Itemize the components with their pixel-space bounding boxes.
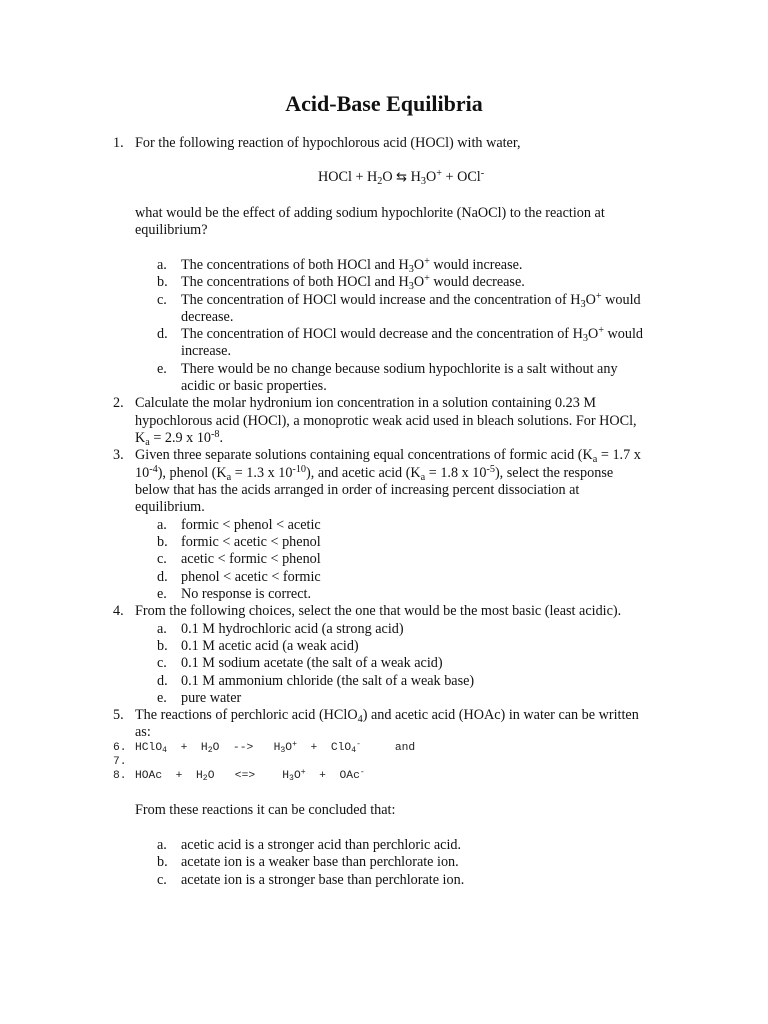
q4-option-letter: d.: [157, 673, 168, 689]
q1-equation: HOCl + $H_2O$ ⇆ $H_3O^+ + OCl^-$: [318, 168, 485, 187]
q2-line-2: hypochlorous acid (HOCl), a monoprotic weak acid used in bleach solutions. For HOCl,: [135, 413, 637, 429]
q2-line-1: Calculate the molar hydronium ion concentration in a solution containing 0.23 M: [135, 395, 596, 411]
q3-option: formic < acetic < phenol: [181, 534, 321, 550]
q4-option: 0.1 M sodium acetate (the salt of a weak acid): [181, 655, 443, 671]
q4-option: 0.1 M acetic acid (a weak acid): [181, 638, 359, 654]
q4-option: 0.1 M hydrochloric acid (a strong acid): [181, 621, 404, 637]
q1-option-d: The concentration of HOCl would decrease and the concentration of $H_3O^+$ would: [181, 325, 643, 344]
q2-line-3: $K_a = 2.9$ x $10^{-8}$.: [135, 429, 224, 448]
code-line-number-8: 8.: [113, 770, 127, 782]
question-2-number: 2.: [113, 395, 124, 411]
question-3-number: 3.: [113, 447, 124, 463]
q1-option-e-letter: e.: [157, 361, 167, 377]
q4-option-letter: c.: [157, 655, 167, 671]
q1-option-c: The concentration of HOCl would increase and the concentration of $H_3O^+$ would: [181, 291, 641, 310]
q3-option: acetic < formic < phenol: [181, 551, 321, 567]
q1-option-d-letter: d.: [157, 326, 168, 342]
q3-option-letter: e.: [157, 586, 167, 602]
code-line-number-7: 7.: [113, 756, 127, 768]
question-5-number: 5.: [113, 707, 124, 723]
q1-option-a: The concentrations of both HOCl and $H_3O^+$ would increase.: [181, 256, 523, 275]
q3-line-1: Given three separate solutions containing equal concentrations of formic acid ($K_a = 1.7$ x: [135, 447, 641, 465]
code-line-number-6: 6.: [113, 742, 127, 754]
q1-question-line-2: equilibrium?: [135, 222, 208, 238]
q1-option-c-line-2: decrease.: [181, 309, 234, 325]
q1-option-b-letter: b.: [157, 274, 168, 290]
code-reaction-perchloric: HClO$_4$ + $H_2O$ --> $H_3O^+ + ClO_4^-$ and: [135, 740, 416, 756]
q3-option-letter: d.: [157, 569, 168, 585]
q3-option-letter: b.: [157, 534, 168, 550]
question-4-number: 4.: [113, 603, 124, 619]
q4-option: pure water: [181, 690, 242, 706]
q5-line-2: as:: [135, 724, 151, 740]
q1-option-e-line-2: acidic or basic properties.: [181, 378, 327, 394]
q4-option-letter: a.: [157, 621, 167, 637]
q3-option-letter: c.: [157, 551, 167, 567]
q5-option-letter: a.: [157, 837, 167, 853]
q3-line-3: below that has the acids arranged in order of increasing percent dissociation at: [135, 482, 580, 498]
q5-option: acetate ion is a weaker base than perchlorate ion.: [181, 854, 459, 870]
document-title: Acid-Base Equilibria: [285, 91, 483, 116]
q5-option: acetic acid is a stronger acid than perchloric acid.: [181, 837, 462, 853]
code-reaction-acetic: HOAc + $H_2O$ <=> $H_3O^+ + OAc^-$: [135, 768, 365, 784]
q4-option-letter: e.: [157, 690, 167, 706]
q5-option-letter: b.: [157, 854, 168, 870]
q5-conclusion: From these reactions it can be concluded that:: [135, 802, 396, 818]
q4-option: 0.1 M ammonium chloride (the salt of a weak base): [181, 673, 475, 689]
q4-stem: From the following choices, select the one that would be the most basic (least acidic).: [135, 603, 622, 619]
q5-option-letter: c.: [157, 872, 167, 888]
q3-option: No response is correct.: [181, 586, 312, 602]
q4-option-letter: b.: [157, 638, 168, 654]
q1-option-c-letter: c.: [157, 292, 167, 308]
q3-line-2: $10^{-4}$), phenol ($K_a = 1.3$ x $10^{-10}$), and acetic acid ($K_a = 1.8$ x $10^{-5}$), select the response: [135, 464, 614, 483]
question-1-stem: For the following reaction of hypochlorous acid (HOCl) with water,: [135, 135, 521, 151]
q3-option-letter: a.: [157, 517, 167, 533]
q5-line-1: The reactions of perchloric acid (HClO$_4$) and acetic acid (HOAc) in water can be written: [135, 707, 639, 725]
q1-option-a-letter: a.: [157, 257, 167, 273]
q1-question-line-1: what would be the effect of adding sodium hypochlorite (NaOCl) to the reaction at: [135, 205, 605, 221]
q3-option: phenol < acetic < formic: [181, 569, 321, 585]
q1-option-e: There would be no change because sodium hypochlorite is a salt without any: [181, 361, 618, 377]
q1-option-b: The concentrations of both HOCl and $H_3O^+$ would decrease.: [181, 273, 525, 292]
q1-option-d-line-2: increase.: [181, 343, 232, 359]
question-1-number: 1.: [113, 135, 124, 151]
equilibrium-arrow-icon: ⇆: [396, 170, 408, 185]
q3-line-4: equilibrium.: [135, 499, 205, 515]
q3-option: formic < phenol < acetic: [181, 517, 321, 533]
q5-option: acetate ion is a stronger base than perchlorate ion.: [181, 872, 465, 888]
